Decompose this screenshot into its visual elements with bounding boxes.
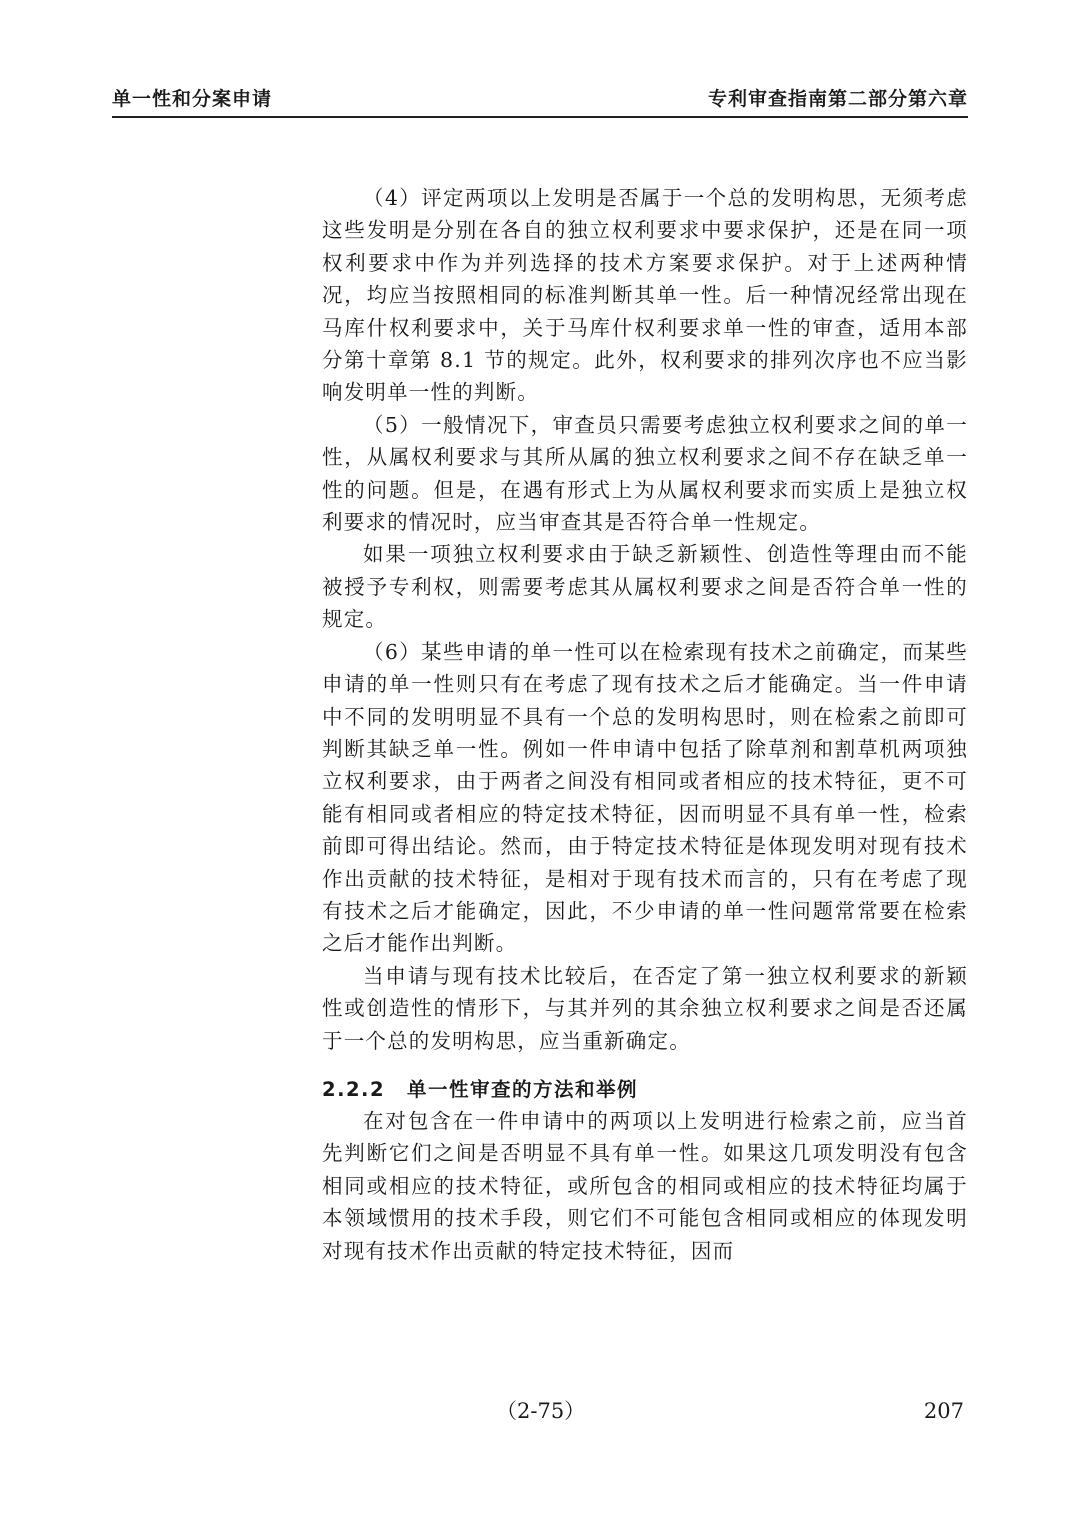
- paragraph-item-6-continued: 当申请与现有技术比较后，在否定了第一独立权利要求的新颖性或创造性的情形下，与其并列的其余独立权利要求之间是否还属于一个总的发明构思，应当重新确定。: [322, 963, 968, 1053]
- section-heading: [322, 1075, 968, 1105]
- running-header: [112, 86, 968, 118]
- section-paragraph: 在对包含在一件申请中的两项以上发明进行检索之前，应当首先判断它们之间是否明显不具有单一性。如果这几项发明没有包含相同或相应的技术特征，或所包含的相同或相应的技术特征均属于本领域惯用的技术手段，则它们不可能包含相同或相应的体现发明对现有技术作出贡献的特定技术特征，因而: [322, 1108, 968, 1263]
- body-text: [322, 182, 968, 1267]
- header-book-title: 专利审查指南第二部分第六章: [707, 88, 968, 110]
- paragraph-item-5-continued: 如果一项独立权利要求由于缺乏新颖性、创造性等理由而不能被授予专利权，则需要考虑其从属权利要求之间是否符合单一性的规定。: [322, 542, 968, 632]
- paragraph-item-5: （5）一般情况下，审查员只需要考虑独立权利要求之间的单一性，从属权利要求与其所从属的独立权利要求之间不存在缺乏单一性的问题。但是，在遇有形式上为从属权利要求而实质上是独立权利要求的情况时，应当审查其是否符合单一性规定。: [322, 412, 968, 535]
- paragraph-item-4: （4）评定两项以上发明是否属于一个总的发明构思，无须考虑这些发明是分别在各自的独立权利要求中要求保护，还是在同一项权利要求中作为并列选择的技术方案要求保护。对于上述两种情况，均应当按照相同的标准判断其单一性。后一种情况经常出现在马库什权利要求中，关于马库什权利要求单一性的审查，适用本部分第十章第 8.1 节的规定。此外，权利要求的排列次序也不应当影响发明单一性的判断。: [322, 186, 968, 405]
- section-title: 单一性审查的方法和举例: [407, 1077, 639, 1101]
- footer-page-number: 207: [923, 1399, 964, 1423]
- paragraph-item-6: （6）某些申请的单一性可以在检索现有技术之前确定，而某些申请的单一性则只有在考虑了现有技术之后才能确定。当一件申请中不同的发明明显不具有一个总的发明构思时，则在检索之前即可判断其缺乏单一性。例如一件申请中包括了除草剂和割草机两项独立权利要求，由于两者之间没有相同或者相应的技术特征，更不可能有相同或者相应的特定技术特征，因而明显不具有单一性，检索前即可得出结论。然而，由于特定技术特征是体现发明对现有技术作出贡献的技术特征，是相对于现有技术而言的，只有在考虑了现有技术之后才能确定，因此，不少申请的单一性问题常常要在检索之后才能作出判断。: [322, 639, 968, 956]
- section-number: 2.2.2: [322, 1077, 386, 1101]
- header-chapter-title: 单一性和分案申请: [112, 88, 273, 110]
- footer-section-page: （2-75）: [496, 1399, 586, 1423]
